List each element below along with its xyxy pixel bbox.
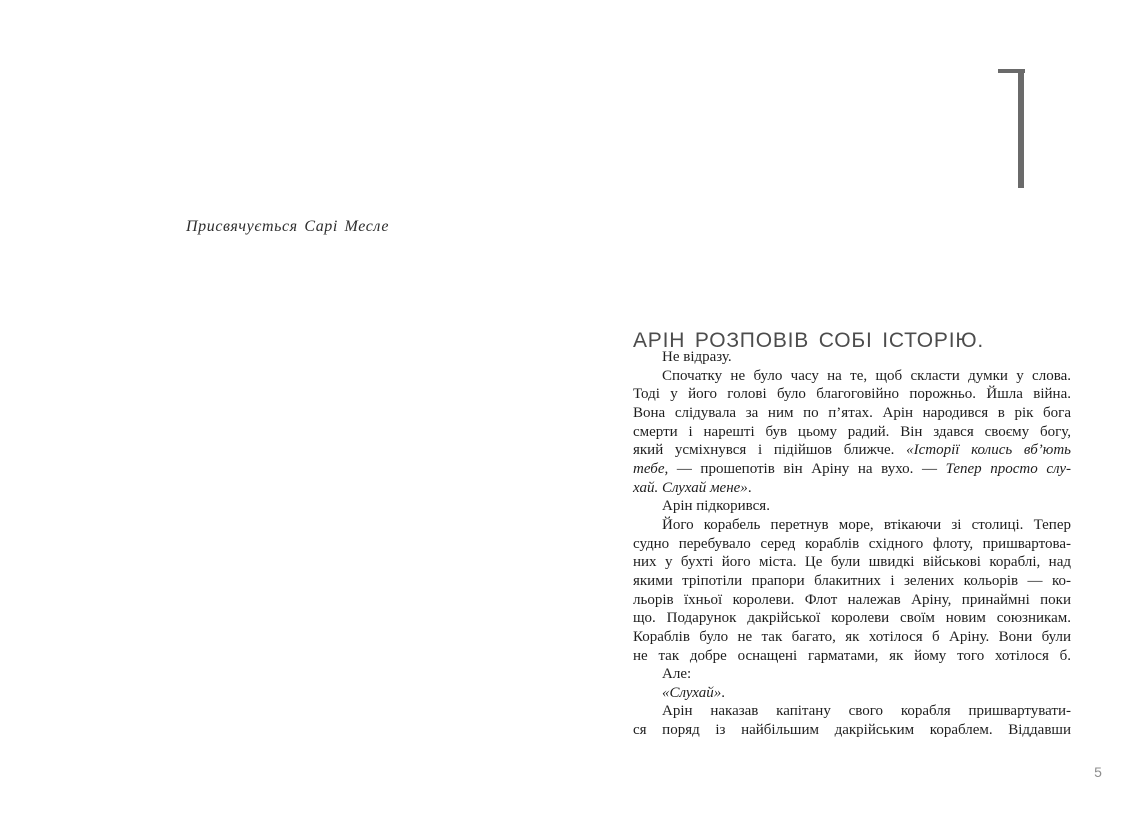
text-segment: Кораблів було не так багато, як хотілося б Аріну. Вони були [633, 628, 1071, 645]
text-segment: Тоді у його голові було благоговійно порожньо. Йшла війна. [633, 386, 1071, 403]
text-line [633, 460, 1071, 479]
text-segment: судно перебувало серед кораблів східного флоту, пришвартова- [633, 535, 1071, 552]
text-line [633, 441, 1071, 460]
italic-text-segment: тебе, [633, 460, 669, 477]
text-line [633, 647, 1071, 666]
text-segment: смерти і нарешті був цьому радий. Він здався своєму богу, [633, 423, 1071, 440]
text-line [633, 609, 1071, 628]
chapter-number [998, 69, 1025, 188]
text-line [633, 591, 1071, 610]
page-number: 5 [1094, 764, 1102, 780]
text-segment: . [721, 684, 726, 701]
italic-text-segment: «Слухай» [662, 684, 722, 701]
text-line [633, 348, 1071, 367]
text-line [633, 404, 1071, 423]
text-line [633, 628, 1071, 647]
text-line [633, 572, 1071, 591]
text-segment: що. Подарунок дакрійської королеви своїм новим союзникам. [633, 610, 1071, 627]
text-segment: Арін підкорився. [662, 498, 770, 515]
text-segment: Але: [662, 666, 692, 683]
chapter-number-stem [1018, 69, 1024, 188]
text-segment: Арін наказав капітану свого корабля пришвартувати- [662, 703, 1071, 720]
text-segment: Вона слідувала за ним по п’ятах. Арін народився в рік бога [633, 404, 1071, 421]
text-segment: який усміхнувся і підійшов ближче. [633, 442, 907, 459]
text-segment: Його корабель перетнув море, втікаючи зі столиці. Тепер [662, 516, 1071, 533]
text-segment: якими тріпотіли прапори блакитних і зелених кольорів — ко- [633, 572, 1071, 589]
text-line [633, 367, 1071, 386]
text-line [633, 721, 1071, 740]
text-segment: . [747, 479, 752, 496]
text-segment: них у бухті його міста. Це були швидкі військові кораблі, над [633, 554, 1071, 571]
italic-text-segment: хай. Слухай мене» [633, 479, 748, 496]
body-text [633, 348, 1071, 740]
italic-text-segment: «Історії колись вб’ють [906, 442, 1071, 459]
dedication-text: Присвячується Сарі Месле [186, 218, 390, 235]
text-line [633, 479, 1071, 498]
text-line [633, 497, 1071, 516]
text-line [633, 423, 1071, 442]
italic-text-segment: Тепер просто слу- [945, 460, 1071, 477]
text-line [633, 516, 1071, 535]
text-segment: Спочатку не було часу на те, щоб скласти думки у слова. [662, 367, 1071, 384]
text-segment: не так добре оснащені гарматами, як йому того хотілося б. [633, 647, 1071, 664]
text-segment: Не відразу. [662, 349, 732, 365]
text-segment: — прошепотів він Аріну на вухо. — [668, 460, 946, 477]
text-line [633, 553, 1071, 572]
text-line [633, 535, 1071, 554]
text-segment: льорів їхньої королеви. Флот належав Аріну, принаймні поки [633, 591, 1071, 608]
chapter-opening-line: АРІН РОЗПОВІВ СОБІ ІСТОРІЮ. [633, 329, 985, 352]
text-line [633, 665, 1071, 684]
text-line [633, 702, 1071, 721]
text-line [633, 684, 1071, 703]
text-line [633, 385, 1071, 404]
text-segment: ся поряд із найбільшим дакрійським кораблем. Віддавши [633, 722, 1071, 739]
